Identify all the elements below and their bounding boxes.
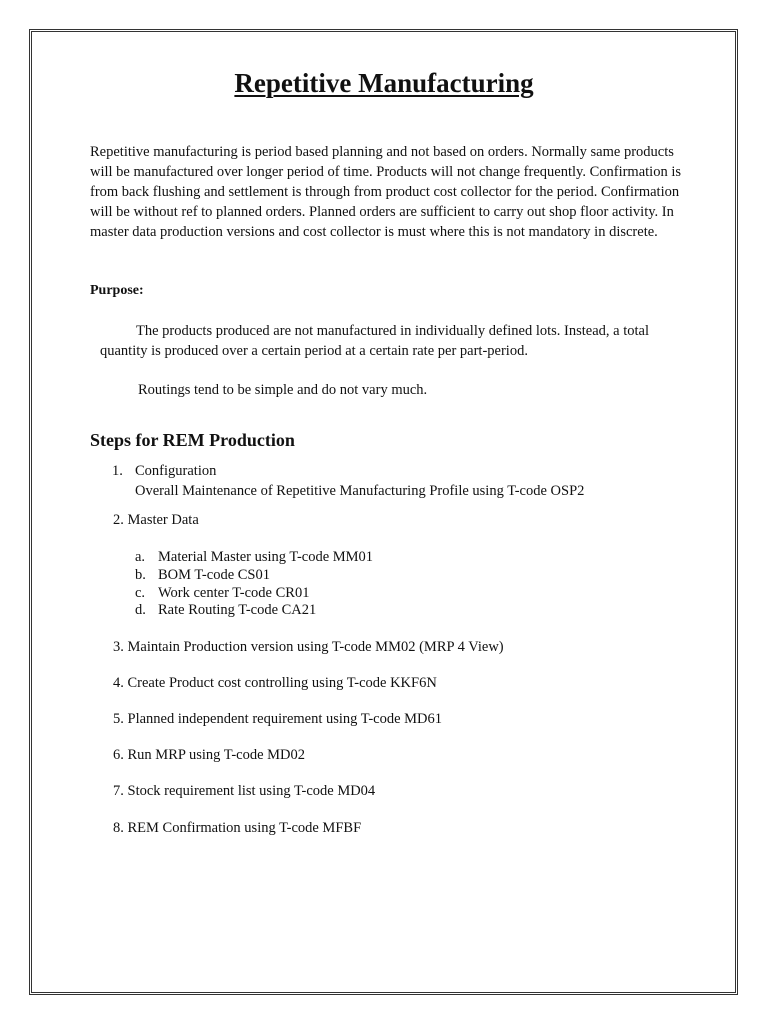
step-6-run-mrp: 6. Run MRP using T-code MD02 bbox=[113, 747, 306, 763]
step-3-production-version: 3. Maintain Production version using T-code MM02 (MRP 4 View) bbox=[113, 639, 504, 655]
master-data-item-bom: BOM T-code CS01 bbox=[158, 567, 270, 583]
master-data-item-work-center: Work center T-code CR01 bbox=[158, 585, 310, 601]
step-7-stock-requirement-list: 7. Stock requirement list using T-code MD04 bbox=[113, 783, 376, 799]
master-data-item-material-master: Material Master using T-code MM01 bbox=[158, 549, 374, 565]
master-data-marker-a: a. bbox=[135, 549, 146, 565]
purpose-paragraph: The products produced are not manufactured in individually defined lots. Instead, a total quantity is produced over a certain period at a certain rate per part-period. bbox=[100, 323, 649, 359]
intro-paragraph: Repetitive manufacturing is period based planning and not based on orders. Normally same products will be manufactured over longer period of time. Products will not change frequently. Confirmation is from back flushing and settlement is through from product cost collector for the period. Confirmation will be without ref to planned orders. Planned orders are sufficient to carry out shop floor activity. In master data production versions and cost collector is must where this is not mandatory in discrete. bbox=[90, 144, 681, 240]
step-5-planned-independent-requirement: 5. Planned independent requirement using T-code MD61 bbox=[113, 711, 443, 727]
steps-heading: Steps for REM Production bbox=[90, 430, 295, 450]
routings-paragraph: Routings tend to be simple and do not vary much. bbox=[138, 382, 428, 398]
page-title: Repetitive Manufacturing bbox=[234, 68, 534, 99]
step-2-label: 2. Master Data bbox=[113, 512, 199, 528]
step-4-product-cost-controlling: 4. Create Product cost controlling using T-code KKF6N bbox=[113, 675, 437, 691]
master-data-marker-c: c. bbox=[135, 585, 146, 601]
master-data-marker-b: b. bbox=[135, 567, 146, 583]
purpose-heading: Purpose: bbox=[90, 283, 144, 298]
step-1-number: 1. bbox=[112, 463, 123, 479]
step-8-rem-confirmation: 8. REM Confirmation using T-code MFBF bbox=[113, 820, 362, 836]
master-data-item-rate-routing: Rate Routing T-code CA21 bbox=[158, 602, 317, 618]
master-data-marker-d: d. bbox=[135, 602, 146, 618]
step-1-label: Configuration bbox=[135, 463, 217, 479]
step-1-detail: Overall Maintenance of Repetitive Manufacturing Profile using T-code OSP2 bbox=[135, 483, 585, 499]
